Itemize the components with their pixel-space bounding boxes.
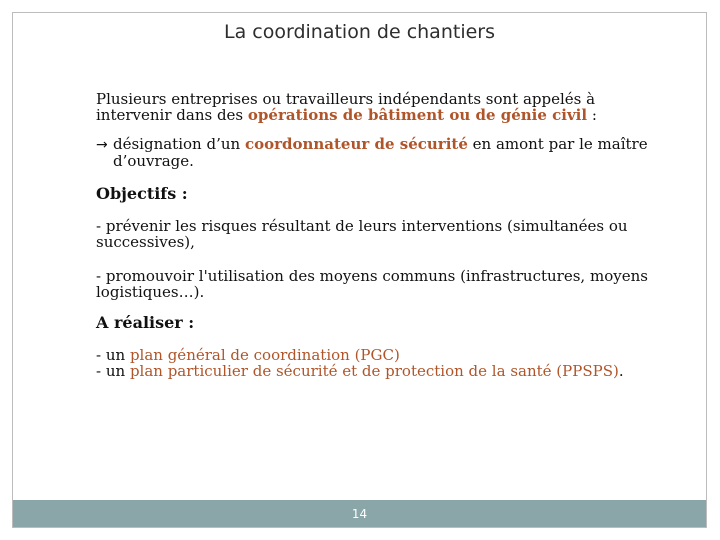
designation-text-before: désignation d’un — [113, 135, 245, 153]
footer-bar — [13, 500, 706, 527]
realiser-item-2 — [96, 363, 656, 379]
intro-text-before: Plusieurs entreprises ou travailleurs indépendants sont appelés à intervenir dans des — [96, 90, 596, 124]
intro-paragraph — [96, 91, 656, 123]
a-realiser-heading: A réaliser : — [96, 313, 195, 332]
realiser-item-1 — [96, 347, 656, 363]
objectif-item-1: - prévenir les risques résultant de leurs interventions (simultanées ou successives), — [96, 217, 628, 251]
designation-text-after: en amont par le maître d’ouvrage. — [113, 135, 648, 170]
intro-highlight: opérations de bâtiment ou de génie civil — [247, 106, 588, 124]
slide-body — [96, 91, 656, 379]
slide-title: La coordination de chantiers — [224, 21, 495, 43]
objectifs-heading: Objectifs : — [96, 184, 188, 203]
objectif-item-2: - promouvoir l'utilisation des moyens communs (infrastructures, moyens logistiques…). — [96, 267, 648, 301]
realiser-item-2-highlight: plan particulier de sécurité et de protection de la santé (PPSPS) — [129, 362, 619, 380]
realiser-item-2-prefix: - un — [96, 362, 130, 380]
realiser-item-1-prefix: - un — [96, 346, 130, 364]
slide — [12, 12, 707, 528]
designation-paragraph — [96, 136, 656, 169]
designation-highlight: coordonnateur de sécurité — [244, 135, 468, 153]
realiser-item-2-suffix: . — [618, 362, 624, 380]
arrow-right-icon: → — [96, 137, 108, 153]
realiser-item-1-highlight: plan général de coordination (PGC) — [129, 346, 400, 364]
page-number: 14 — [351, 507, 368, 521]
intro-text-after: : — [587, 106, 597, 124]
